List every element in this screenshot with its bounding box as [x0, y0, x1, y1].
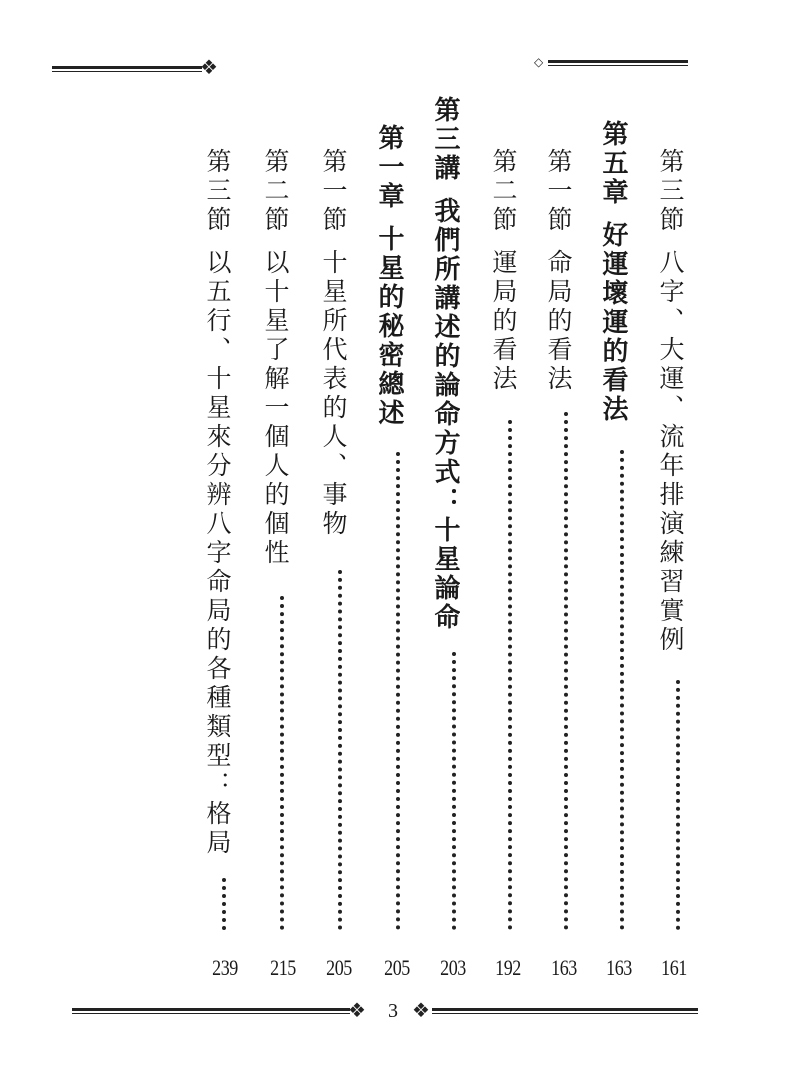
top-left-rule-thin [52, 71, 202, 72]
page-number: 3 [388, 1000, 398, 1022]
top-left-rule [52, 66, 202, 69]
toc-entry-6 [374, 124, 404, 446]
toc-entry-3 [543, 148, 573, 408]
toc-entry-1-page: 161 [661, 955, 687, 980]
bottom-left-rule-thin [72, 1013, 350, 1014]
top-left-ornament-icon: ❖ [200, 55, 218, 79]
toc-entry-2-page: 163 [606, 955, 632, 980]
toc-entry-4-title: 運局的看法 [489, 249, 518, 394]
toc-entry-2 [598, 120, 628, 450]
toc-entry-6-title: 十星的秘密總述 [374, 225, 404, 428]
toc-entry-9-label: 第三節 [203, 148, 232, 235]
toc-entry-7-title: 十星所代表的人、事物 [319, 249, 348, 539]
toc-entry-8-title: 以十星了解一個人的個性 [261, 249, 290, 568]
toc-entry-7 [318, 148, 348, 568]
toc-entry-4-leader [508, 420, 516, 930]
toc-entry-7-page: 205 [326, 955, 352, 980]
top-right-rule-thin [548, 65, 688, 66]
toc-entry-4 [488, 148, 518, 413]
toc-entry-9-page: 239 [212, 955, 238, 980]
toc-entry-1-leader [676, 680, 684, 930]
toc-entry-3-title: 命局的看法 [544, 249, 573, 394]
toc-entry-5-leader [452, 652, 460, 930]
toc-entry-7-leader [338, 570, 346, 930]
toc-entry-3-label: 第一節 [544, 148, 573, 235]
toc-entry-2-leader [620, 450, 628, 930]
toc-entry-8-label: 第二節 [261, 148, 290, 235]
top-right-rule [548, 60, 688, 63]
bottom-left-ornament-icon: ❖ [348, 998, 366, 1022]
toc-entry-3-leader [564, 412, 572, 930]
toc-entry-9 [202, 148, 232, 870]
toc-entry-8 [260, 148, 290, 593]
toc-entry-4-label: 第二節 [489, 148, 518, 235]
toc-entry-6-leader [396, 452, 404, 930]
bottom-right-ornament-icon: ❖ [412, 998, 430, 1022]
toc-entry-1-title: 八字、大運、流年排演練習實例 [656, 249, 685, 655]
toc-entry-2-label: 第五章 [598, 120, 628, 207]
toc-entry-8-page: 215 [270, 955, 296, 980]
toc-entry-1-label: 第三節 [656, 148, 685, 235]
toc-entry-9-title: 以五行、十星來分辨八字命局的各種類型：格局 [203, 249, 232, 858]
toc-entry-5-page: 203 [440, 955, 466, 980]
bottom-left-rule [72, 1008, 350, 1011]
toc-entry-5-title: 我們所講述的論命方式：十星論命 [430, 197, 460, 632]
toc-entry-5-label: 第三講 [430, 96, 460, 183]
toc-entry-8-leader [280, 596, 288, 930]
toc-entry-7-label: 第一節 [319, 148, 348, 235]
toc-entry-9-leader [222, 878, 230, 930]
toc-entry-6-label: 第一章 [374, 124, 404, 211]
toc-entry-2-title: 好運壞運的看法 [598, 221, 628, 424]
top-right-ornament-icon: ◇ [534, 55, 544, 69]
toc-entry-3-page: 163 [551, 955, 577, 980]
toc-entry-5 [430, 96, 460, 652]
toc-entry-4-page: 192 [495, 955, 521, 980]
toc-entry-1 [655, 148, 685, 678]
bottom-right-rule [432, 1008, 698, 1011]
toc-entry-6-page: 205 [384, 955, 410, 980]
bottom-right-rule-thin [432, 1013, 698, 1014]
